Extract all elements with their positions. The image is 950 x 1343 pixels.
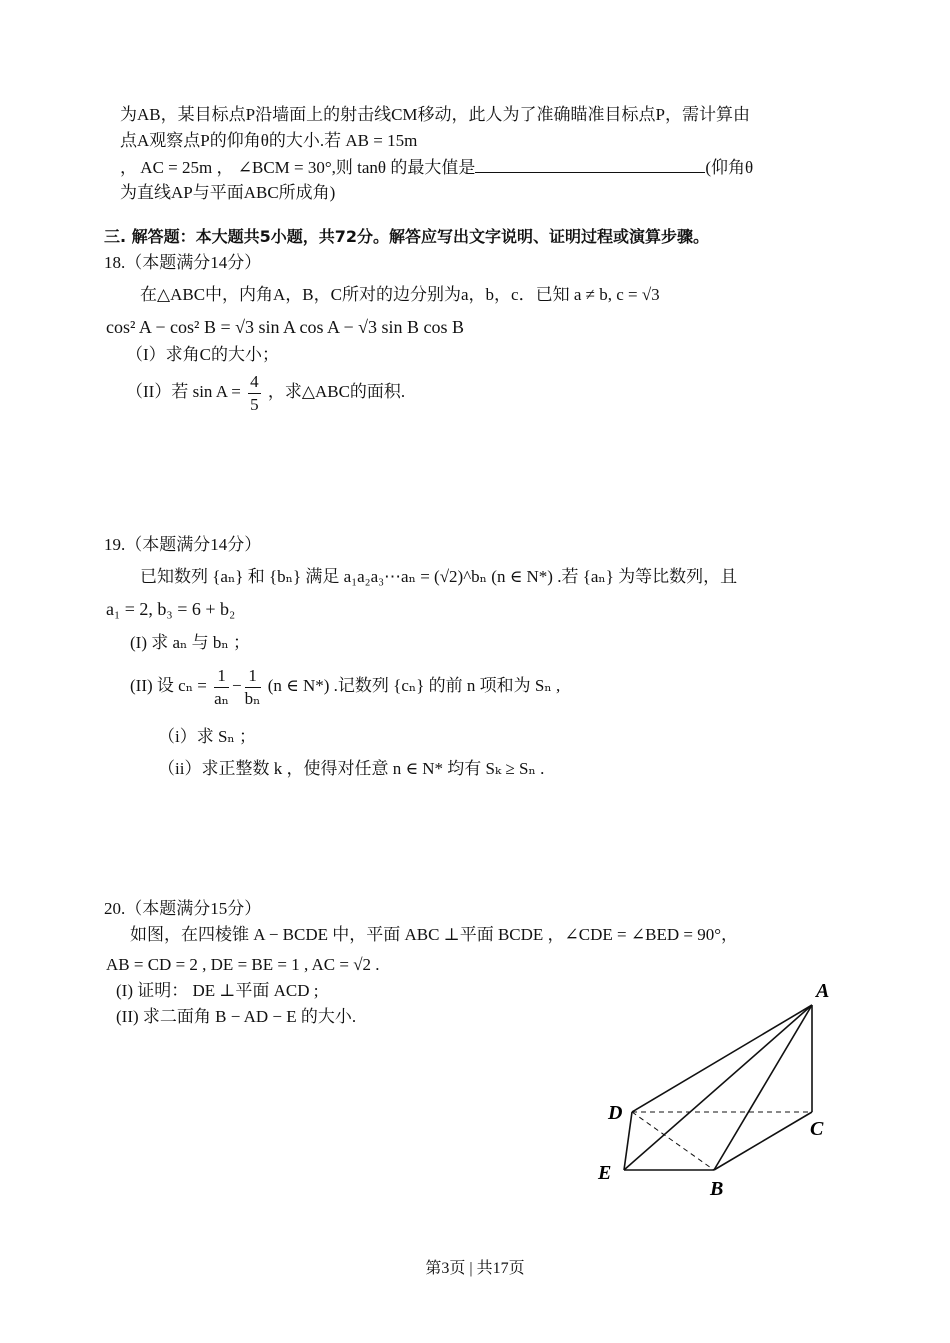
q20-part2: (II) 求二面角 B − AD − E 的大小. — [116, 1007, 357, 1026]
answer-blank[interactable] — [475, 156, 705, 173]
pyramid-figure — [590, 975, 850, 1205]
section-heading: 三. 解答题：本大题共5小题，共72分。解答应写出文字说明、证明过程或演算步骤。 — [104, 227, 710, 246]
label-a: A — [816, 980, 830, 1002]
numerator: 4 — [248, 371, 261, 394]
edge-ae — [624, 1005, 812, 1170]
numerator: 1 — [245, 665, 261, 688]
edge-ad — [632, 1005, 812, 1112]
q19-part2: (II) 设 cₙ = $\frac{1}{\text{aₙ}}$ − $\frac{1}{\text{bₙ}}$ (n ∈ N*) .记数列 {cₙ} 的前 n 项和为 Sₙ , — [130, 665, 561, 708]
edge-bc — [714, 1112, 812, 1170]
q20-stem: 如图，在四棱锥 A − BCDE 中，平面 ABC ⊥平面 BCDE ，∠CDE = ∠BED = 90°， — [130, 925, 739, 944]
q19-part2-text: (II) 设 cₙ = — [130, 676, 207, 695]
q19-sub1: （i）求 Sₙ ； — [158, 727, 257, 746]
q19-part1: (I) 求 aₙ 与 bₙ ； — [130, 633, 250, 652]
label-e: E — [598, 1162, 612, 1184]
q20-header: 20.（本题满分15分） — [104, 899, 262, 918]
q19-part2-tail: (n ∈ N*) .记数列 {cₙ} 的前 n 项和为 Sₙ , — [267, 676, 561, 695]
q17-line2: 点A观察点P的仰角θ的大小.若 AB = 15m — [120, 131, 418, 150]
q19-header: 19.（本题满分14分） — [104, 535, 262, 554]
q18-header: 18.（本题满分14分） — [104, 253, 262, 272]
denominator: bₙ — [244, 688, 261, 708]
q20-part1: (I) 证明： DE ⊥平面 ACD ; — [116, 981, 319, 1000]
q19-sub2: （ii）求正整数 k ，使得对任意 n ∈ N* 均有 Sₖ ≥ Sₙ . — [158, 759, 545, 778]
q17-line3 — [120, 156, 753, 179]
numerator: 1 — [214, 665, 229, 688]
q18-part2 — [126, 370, 405, 416]
q18-stem: 在△ABC中，内角A，B，C所对的边分别为a，b，c．已知 a ≠ b, c = √3 — [140, 285, 660, 304]
fraction-2 — [245, 665, 261, 710]
fraction-1 — [214, 665, 229, 710]
q19-condition: a₁ = 2, b₃ = 6 + b₂ — [106, 599, 236, 619]
q18-equation: cos² A − cos² B = √3 sin A cos A − √3 sin B cos B — [106, 317, 465, 337]
q19-stem: 已知数列 {aₙ} 和 {bₙ} 满足 a₁a₂a₃⋯aₙ = (√2)^bₙ (n ∈ N*) .若 {aₙ} 为等比数列，且 — [140, 567, 738, 586]
fraction — [248, 371, 261, 416]
q17-line3-text: ， AC = 25m ， ∠BCM = 30°,则 tanθ 的最大值是 — [120, 158, 476, 177]
edge-de — [624, 1112, 632, 1170]
label-c: C — [810, 1118, 824, 1140]
q18-part1: （I）求角C的大小； — [126, 345, 279, 364]
q17-line3-tail: (仰角θ — [705, 158, 754, 177]
page-footer: 第3页 | 共17页 — [425, 1260, 525, 1277]
denominator: 5 — [250, 394, 259, 414]
q18-part2-tail: ，求△ABC的面积. — [267, 382, 406, 401]
edge-db — [632, 1112, 714, 1170]
label-b: B — [710, 1178, 724, 1200]
q20-condition: AB = CD = 2 , DE = BE = 1 , AC = √2 . — [106, 955, 380, 974]
denominator: aₙ — [214, 688, 230, 708]
edge-ab — [714, 1005, 812, 1170]
label-d: D — [608, 1102, 623, 1124]
q17-line1: 为AB，某目标点P沿墙面上的射击线CM移动，此人为了准确瞄准目标点P，需计算由 — [120, 105, 750, 124]
q18-part2-text: （II）若 sin A = — [126, 382, 241, 401]
q17-line4: 为直线AP与平面ABC所成角) — [120, 183, 336, 202]
